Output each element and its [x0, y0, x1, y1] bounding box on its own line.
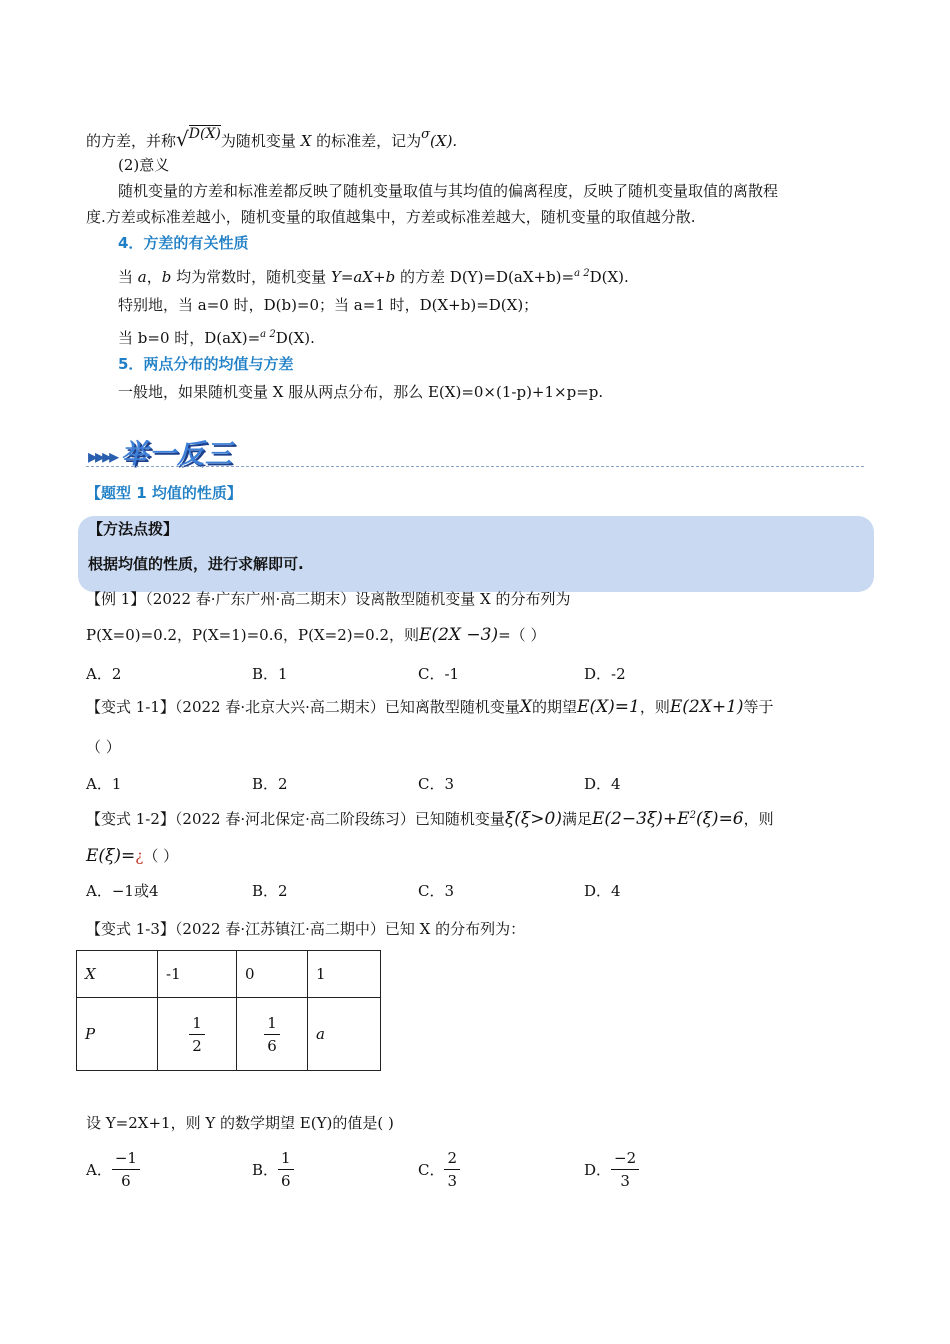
var13-option-c[interactable]: C． $\frac{2}{3}$: [418, 1147, 460, 1192]
example-1-line-2: P(X=0)=0.2，P(X=1)=0.6，P(X=2)=0.2，则E(2X −3)=（ ）: [86, 625, 546, 645]
banner-title: 举一反三: [120, 439, 233, 470]
example-1-stem: 【例 1】（2022 春·广东广州·高二期末）设离散型随机变量 X 的分布列为: [86, 590, 571, 608]
table-cell: [237, 998, 308, 1071]
sec4-line-2: 特别地，当 a=0 时，D(b)=0；当 a=1 时，D(X+b)=D(X)；: [118, 296, 539, 314]
var13-option-a[interactable]: A． $\frac{-1}{6}$: [86, 1147, 140, 1192]
table-cell: 1: [308, 951, 381, 998]
ex1-option-c[interactable]: C．-1: [418, 665, 460, 683]
sqrt-dx: D(X): [188, 126, 221, 142]
ex1-option-a[interactable]: A．2: [86, 665, 122, 683]
var12-option-b[interactable]: B．2: [252, 882, 288, 900]
var11-option-d[interactable]: D．4: [584, 775, 621, 793]
var12-option-a[interactable]: A．−1或4: [86, 882, 159, 900]
var12-option-c[interactable]: C．3: [418, 882, 455, 900]
variant-1-2-stem: 【变式 1-2】（2022 春·河北保定·高二阶段练习）已知随机变量ξ(ξ>0)满足$E(2-3\xi)+E^2(\xi)=6$，则: [86, 809, 774, 829]
var11-option-b[interactable]: B．2: [252, 775, 288, 793]
var11-option-c[interactable]: C．3: [418, 775, 455, 793]
variant-1-1-paren: （ ）: [86, 738, 121, 756]
table-cell: 0: [237, 951, 308, 998]
fraction: $\frac{1}{2}$: [189, 1012, 205, 1057]
method-title: 【方法点拨】: [88, 520, 179, 538]
table-cell: X: [77, 951, 158, 998]
variant-1-2-line-2: E(ξ)=¿（ ）: [86, 846, 179, 866]
fraction: $\frac{1}{6}$: [264, 1012, 280, 1057]
variant-1-3-stem: 【变式 1-3】（2022 春·江苏镇江·高二期中）已知 X 的分布列为：: [86, 920, 526, 938]
sec4-line-3: 当 b=0 时，D(aX)=$^{a 2}$D(X).: [118, 329, 315, 347]
type-1-heading: 【题型 1 均值的性质】: [86, 484, 242, 502]
table-cell: a: [308, 998, 381, 1071]
method-text: 根据均值的性质，进行求解即可.: [88, 555, 304, 573]
table-cell: [158, 998, 237, 1071]
fraction: $\frac{2}{3}$: [444, 1147, 460, 1192]
section-5-heading: 5．两点分布的均值与方差: [118, 355, 294, 373]
fraction: $\frac{1}{6}$: [278, 1147, 294, 1192]
intro-line-3: 随机变量的方差和标准差都反映了随机变量取值与其均值的偏离程度，反映了随机变量取值的离散程: [118, 182, 779, 200]
intro-line-1: 的方差，并称√D(X)为随机变量 X 的标准差，记为σ(X).: [86, 126, 458, 151]
intro-line-2: (2)意义: [118, 156, 170, 174]
intro-line-4: 度.方差或标准差越小，随机变量的取值越集中，方差或标准差越大，随机变量的取值越分散.: [86, 208, 696, 226]
banner-divider: [86, 466, 864, 467]
ex1-option-b[interactable]: B．1: [252, 665, 288, 683]
table-row: [77, 951, 381, 998]
distribution-table: [76, 950, 381, 1071]
sec4-line-1: 当 a，b 均为常数时，随机变量 Y=aX+b 的方差 D(Y)=D(aX+b)=$^{a 2}$D(X).: [118, 268, 629, 286]
var12-option-d[interactable]: D．4: [584, 882, 621, 900]
sec5-text: 一般地，如果随机变量 X 服从两点分布，那么 E(X)=0×(1-p)+1×p=p.: [118, 383, 604, 401]
arrows-icon: ▸▸▸▸: [88, 444, 117, 468]
variant-1-1-stem: 【变式 1-1】（2022 春·北京大兴·高二期末）已知离散型随机变量X的期望E(X)=1，则E(2X+1)等于: [86, 697, 774, 717]
fraction: $\frac{-1}{6}$: [112, 1147, 140, 1192]
fraction: $\frac{-2}{3}$: [611, 1147, 639, 1192]
var13-option-b[interactable]: B． $\frac{1}{6}$: [252, 1147, 294, 1192]
var11-option-a[interactable]: A．1: [86, 775, 122, 793]
table-cell: P: [77, 998, 158, 1071]
var13-option-d[interactable]: D． $\frac{-2}{3}$: [584, 1147, 639, 1192]
table-cell: -1: [158, 951, 237, 998]
section-4-heading: 4．方差的有关性质: [118, 234, 249, 252]
ex1-option-d[interactable]: D．-2: [584, 665, 626, 683]
variant-1-3-question: 设 Y=2X+1，则 Y 的数学期望 E(Y)的值是( ): [86, 1114, 394, 1132]
table-row: [77, 998, 381, 1071]
